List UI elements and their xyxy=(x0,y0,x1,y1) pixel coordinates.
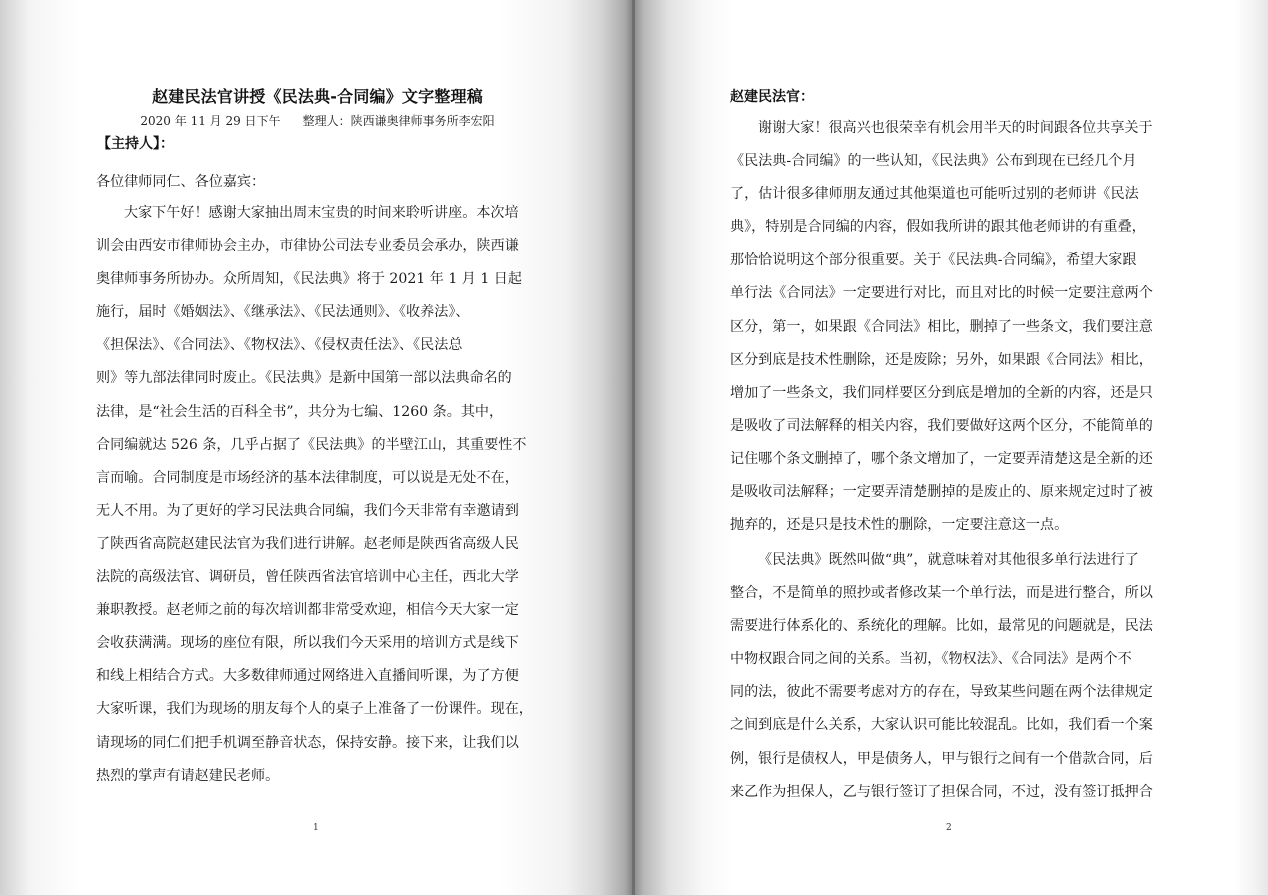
page-number-right: 2 xyxy=(946,823,952,833)
paragraph-line: 之间到底是什么关系，大家认识可能比较混乱。比如，我们看一个案 xyxy=(730,717,1153,734)
speaker-heading: 赵建民法官： xyxy=(730,89,814,105)
paragraph-line: 同的法，彼此不需要考虑对方的存在，导致某些问题在两个法律规定 xyxy=(730,684,1153,701)
paragraph-line: 典》，特别是合同编的内容，假如我所讲的跟其他老师讲的有重叠， xyxy=(730,219,1146,236)
paragraph-line: 需要进行体系化的、系统化的理解。比如，最常见的问题就是，民法 xyxy=(730,618,1153,635)
paragraph-line: 了陕西省高院赵建民法官为我们进行讲解。赵老师是陕西省高级人民 xyxy=(96,535,519,552)
paragraph-line: 整合，不是简单的照抄或者修改某一个单行法，而是进行整合，所以 xyxy=(730,585,1153,602)
paragraph-line: 法律，是“社会生活的百科全书”，共分为七编、1260 条。其中， xyxy=(96,403,504,420)
paragraph-line: 《担保法》、《合同法》、《物权法》、《侵权责任法》、《民法总 xyxy=(96,337,463,354)
paragraph-line: 来乙作为担保人，乙与银行签订了担保合同，不过，没有签订抵押合 xyxy=(730,783,1153,800)
paragraph-line: 那恰恰说明这个部分很重要。关于《民法典-合同编》，希望大家跟 xyxy=(730,252,1137,269)
paragraph-line: 《民法典-合同编》的一些认知，《民法典》公布到现在已经几个月 xyxy=(730,153,1137,170)
paragraph-line: 则》等九部法律同时废止。《民法典》是新中国第一部以法典命名的 xyxy=(96,370,512,387)
paragraph-line: 训会由西安市律师协会主办，市律协公司法专业委员会承办，陕西谦 xyxy=(96,238,519,255)
paragraph-line: 和线上相结合方式。大多数律师通过网络进入直播间听课，为了方便 xyxy=(96,668,519,685)
book-spine xyxy=(632,0,635,895)
paragraph-line: 请现场的同仁们把手机调至静音状态，保持安静。接下来，让我们以 xyxy=(96,734,519,751)
paragraph-line: 记住哪个条文删掉了，哪个条文增加了，一定要弄清楚这是全新的还 xyxy=(730,450,1153,467)
paragraph-line: 是吸收司法解释；一定要弄清楚删掉的是废止的、原来规定过时了被 xyxy=(730,484,1153,501)
organizer-info: 整理人：陕西谦奥律师事务所李宏阳 xyxy=(302,114,495,128)
paragraph-line: 《民法典》既然叫做“典”，就意味着对其他很多单行法进行了 xyxy=(758,552,1139,568)
document-title: 赵建民法官讲授《民法典-合同编》文字整理稿 xyxy=(152,87,483,106)
host-heading: 【主持人】： xyxy=(97,136,174,152)
paragraph-line: 中物权跟合同之间的关系。当初，《物权法》、《合同法》是两个不 xyxy=(730,651,1132,668)
paragraph-line: 法院的高级法官、调研员，曾任陕西省法官培训中心主任，西北大学 xyxy=(96,569,519,586)
paragraph-line: 兼职教授。赵老师之前的每次培训都非常受欢迎，相信今天大家一定 xyxy=(96,602,519,619)
paragraph-line: 奥律师事务所协办。众所周知，《民法典》将于 2021 年 1 月 1 日起 xyxy=(96,271,522,288)
paragraph-line: 无人不用。为了更好的学习民法典合同编，我们今天非常有幸邀请到 xyxy=(96,502,519,519)
paragraph-line: 单行法《合同法》一定要进行对比，而且对比的时候一定要注意两个 xyxy=(730,285,1153,302)
paragraph-line: 了，估计很多律师朋友通过其他渠道也可能听过别的老师讲《民法 xyxy=(730,186,1139,203)
paragraph-line: 合同编就达 526 条，几乎占据了《民法典》的半壁江山，其重要性不 xyxy=(96,436,527,453)
paragraph-line: 会收获满满。现场的座位有限，所以我们今天采用的培训方式是线下 xyxy=(96,635,519,652)
paragraph-line: 大家听课，我们为现场的朋友每个人的桌子上准备了一份课件。现在， xyxy=(96,701,533,718)
paragraph-line: 区分，第一，如果跟《合同法》相比，删掉了一些条文，我们要注意 xyxy=(730,318,1153,335)
paragraph-line: 言而喻。合同制度是市场经济的基本法律制度，可以说是无处不在， xyxy=(96,469,519,486)
right-page xyxy=(634,0,1268,895)
paragraph-line: 区分到底是技术性删除，还是废除；另外，如果跟《合同法》相比， xyxy=(730,351,1153,368)
paragraph-line: 例，银行是债权人，甲是债务人，甲与银行之间有一个借款合同，后 xyxy=(730,750,1153,767)
paragraph-line: 谢谢大家！很高兴也很荣幸有机会用半天的时间跟各位共享关于 xyxy=(758,120,1153,136)
paragraph-line: 抛弃的，还是只是技术性的删除，一定要注意这一点。 xyxy=(730,517,1069,534)
lecture-date: 2020 年 11 月 29 日下午 xyxy=(140,114,281,128)
speaker-paragraph-1 xyxy=(730,112,1170,542)
greeting-line: 各位律师同仁、各位嘉宾： xyxy=(96,174,266,190)
host-paragraph xyxy=(96,197,540,793)
paragraph-line: 施行，届时《婚姻法》、《继承法》、《民法通则》、《收养法》、 xyxy=(96,304,470,321)
paragraph-line: 大家下午好！感谢大家抽出周末宝贵的时间来聆听讲座。本次培 xyxy=(124,205,519,221)
page-number-left: 1 xyxy=(313,823,319,833)
paragraph-line: 增加了一些条文，我们同样要区分到底是增加的全新的内容，还是只 xyxy=(730,384,1153,401)
document-subtitle xyxy=(95,112,540,129)
paragraph-line: 热烈的掌声有请赵建民老师。 xyxy=(96,767,280,784)
speaker-paragraph-2 xyxy=(730,544,1170,809)
paragraph-line: 是吸收了司法解释的相关内容，我们要做好这两个区分，不能简单的 xyxy=(730,417,1153,434)
